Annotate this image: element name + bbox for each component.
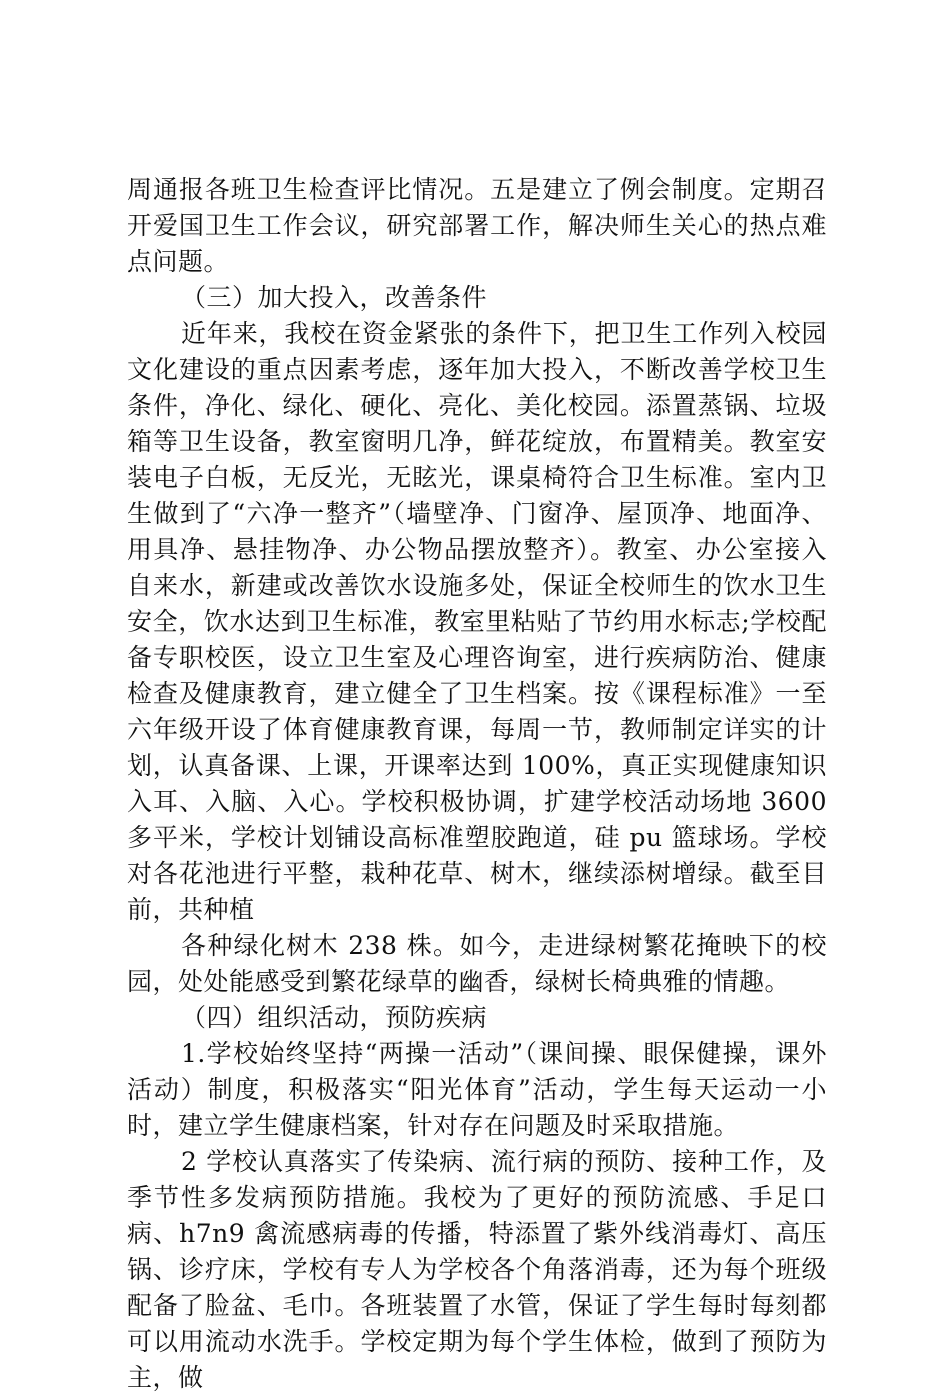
section-heading-3: （三）加大投入，改善条件 (181, 283, 488, 312)
document-body (127, 172, 827, 1396)
paragraph-greening: 各种绿化树木 238 株。如今，走进绿树繁花掩映下的校园，处处能感受到繁花绿草的幽香，绿树长椅典雅的情趣。 (127, 931, 827, 996)
paragraph-prevention-2: 2 学校认真落实了传染病、流行病的预防、接种工作，及季节性多发病预防措施。我校为了更好的预防流感、手足口病、h7n9 禽流感病毒的传播，特添置了紫外线消毒灯、高压锅、诊疗床，学校有专人为学校各个角落消毒，还为每个班级配备了脸盆、毛巾。各班装置了水管，保证了学生每时每刻都可以用流动水洗手。学校定期为每个学生体检，做到了预防为主，做 (127, 1147, 827, 1392)
paragraph-activities-1: 1.学校始终坚持“两操一活动”（课间操、眼保健操，课外活动）制度，积极落实“阳光体育”活动，学生每天运动一小时，建立学生健康档案，针对存在问题及时采取措施。 (127, 1039, 827, 1140)
paragraph-continuation: 周通报各班卫生检查评比情况。五是建立了例会制度。定期召开爱国卫生工作会议，研究部署工作，解决师生关心的热点难点问题。 (127, 175, 827, 276)
paragraph-investment: 近年来，我校在资金紧张的条件下，把卫生工作列入校园文化建设的重点因素考虑，逐年加大投入，不断改善学校卫生条件，净化、绿化、硬化、亮化、美化校园。添置蒸锅、垃圾箱等卫生设备，教室窗明几净，鲜花绽放，布置精美。教室安装电子白板，无反光，无眩光，课桌椅符合卫生标准。室内卫生做到了“六净一整齐”（墙壁净、门窗净、屋顶净、地面净、用具净、悬挂物净、办公物品摆放整齐）。教室、办公室接入自来水，新建或改善饮水设施多处，保证全校师生的饮水卫生安全，饮水达到卫生标准，教室里粘贴了节约用水标志;学校配备专职校医，设立卫生室及心理咨询室，进行疾病防治、健康检查及健康教育，建立健全了卫生档案。按《课程标准》一至六年级开设了体育健康教育课，每周一节，教师制定详实的计划，认真备课、上课，开课率达到 100%，真正实现健康知识入耳、入脑、入心。学校积极协调，扩建学校活动场地 3600 多平米，学校计划铺设高标准塑胶跑道，硅 pu 篮球场。学校对各花池进行平整，栽种花草、树木，继续添树增绿。截至目前，共种植 (127, 319, 827, 924)
section-heading-4: （四）组织活动，预防疾病 (181, 1003, 488, 1032)
